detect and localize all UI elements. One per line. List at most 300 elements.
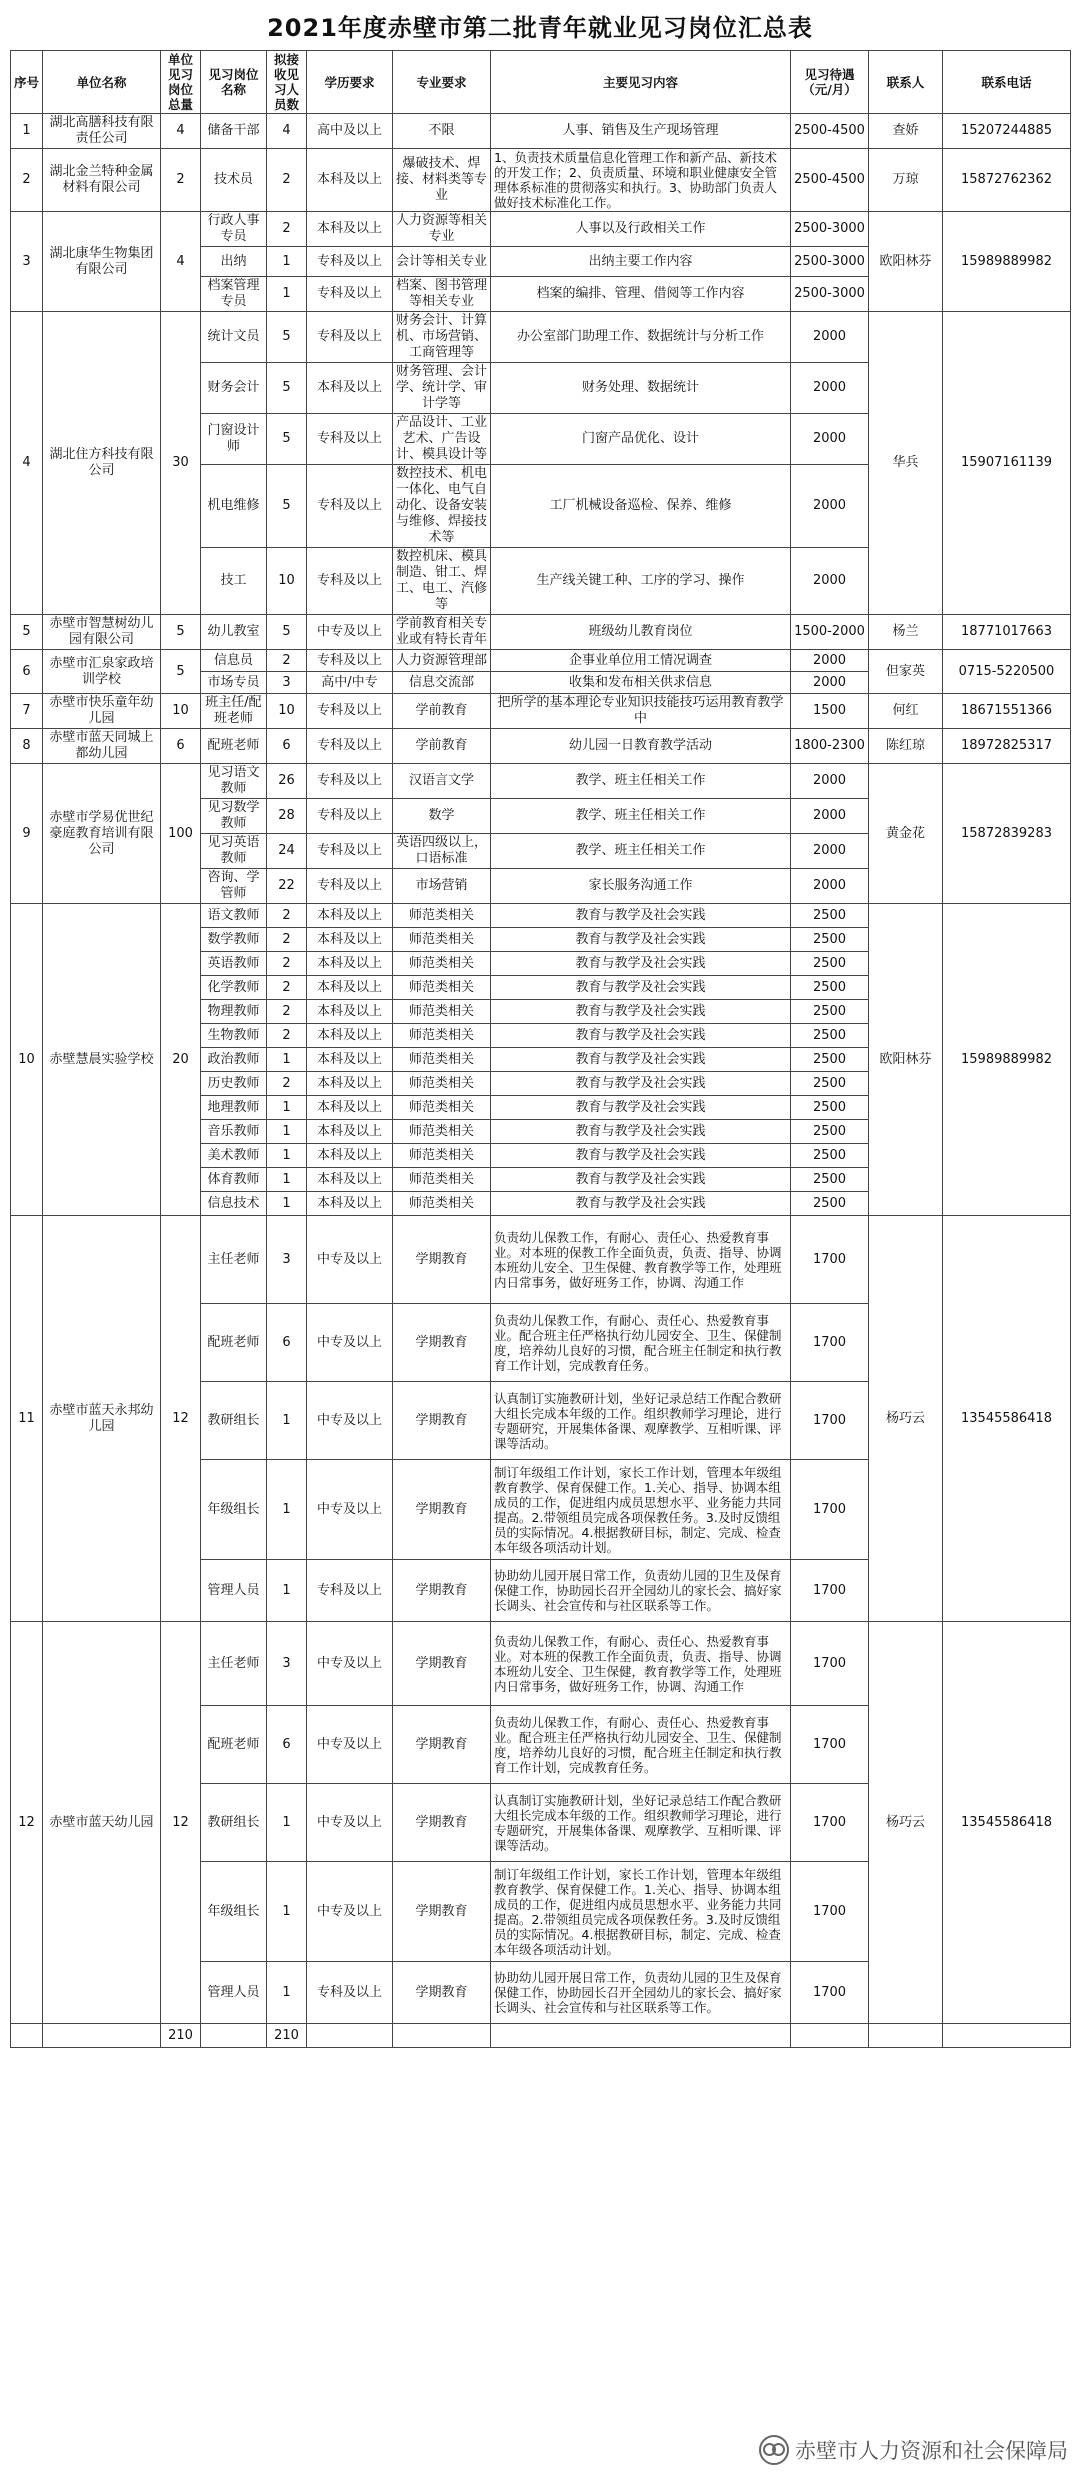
post-name: 班主任/配班老师 bbox=[201, 694, 267, 729]
contact-phone: 15989889982 bbox=[943, 904, 1071, 1216]
pay: 2500 bbox=[791, 1168, 869, 1192]
post-count: 5 bbox=[267, 465, 307, 548]
major-req: 学期教育 bbox=[393, 1560, 491, 1622]
education-req: 专科及以上 bbox=[307, 694, 393, 729]
main-content: 协助幼儿园开展日常工作，负责幼儿园的卫生及保育保健工作，协助园长召开全园幼儿的家长会、搞好家长调头、社会宣传和与社区联系等工作。 bbox=[491, 1560, 791, 1622]
header-cell: 联系电话 bbox=[943, 51, 1071, 114]
unit-name: 赤壁市蓝天同城上都幼儿园 bbox=[43, 729, 161, 764]
main-content: 教育与教学及社会实践 bbox=[491, 1168, 791, 1192]
pay: 1700 bbox=[791, 1304, 869, 1382]
header-cell: 序号 bbox=[11, 51, 43, 114]
education-req: 高中/中专 bbox=[307, 672, 393, 694]
pay: 1700 bbox=[791, 1622, 869, 1706]
row-number: 7 bbox=[11, 694, 43, 729]
post-name: 配班老师 bbox=[201, 1706, 267, 1784]
pay: 2500 bbox=[791, 1096, 869, 1120]
post-name: 咨询、学管师 bbox=[201, 869, 267, 904]
post-name: 化学教师 bbox=[201, 976, 267, 1000]
major-req: 学期教育 bbox=[393, 1460, 491, 1560]
major-req: 汉语言文学 bbox=[393, 764, 491, 799]
pay: 2500 bbox=[791, 976, 869, 1000]
main-content: 教育与教学及社会实践 bbox=[491, 1000, 791, 1024]
education-req: 专科及以上 bbox=[307, 869, 393, 904]
unit-total: 12 bbox=[161, 1622, 201, 2024]
unit-total: 20 bbox=[161, 904, 201, 1216]
post-count: 10 bbox=[267, 548, 307, 615]
unit-total: 5 bbox=[161, 650, 201, 694]
table-row bbox=[11, 312, 1071, 363]
major-req: 师范类相关 bbox=[393, 1144, 491, 1168]
major-req: 学前教育 bbox=[393, 694, 491, 729]
major-req: 不限 bbox=[393, 114, 491, 149]
post-name: 政治教师 bbox=[201, 1048, 267, 1072]
education-req: 专科及以上 bbox=[307, 414, 393, 465]
post-count: 1 bbox=[267, 1784, 307, 1862]
education-req: 中专及以上 bbox=[307, 1382, 393, 1460]
post-name: 生物教师 bbox=[201, 1024, 267, 1048]
post-name: 配班老师 bbox=[201, 729, 267, 764]
major-req: 师范类相关 bbox=[393, 1048, 491, 1072]
main-content: 协助幼儿园开展日常工作，负责幼儿园的卫生及保育保健工作，协助园长召开全园幼儿的家长会、搞好家长调头、社会宣传和与社区联系等工作。 bbox=[491, 1962, 791, 2024]
contact-person: 华兵 bbox=[869, 312, 943, 615]
education-req: 本科及以上 bbox=[307, 363, 393, 414]
post-count: 2 bbox=[267, 1000, 307, 1024]
post-name: 技工 bbox=[201, 548, 267, 615]
post-count: 10 bbox=[267, 694, 307, 729]
row-number: 8 bbox=[11, 729, 43, 764]
main-content: 教育与教学及社会实践 bbox=[491, 904, 791, 928]
row-number: 5 bbox=[11, 615, 43, 650]
pay: 2000 bbox=[791, 834, 869, 869]
post-count: 1 bbox=[267, 1962, 307, 2024]
unit-total: 10 bbox=[161, 694, 201, 729]
header-cell: 专业要求 bbox=[393, 51, 491, 114]
main-content: 办公室部门助理工作、数据统计与分析工作 bbox=[491, 312, 791, 363]
post-count: 1 bbox=[267, 1460, 307, 1560]
post-count: 3 bbox=[267, 1622, 307, 1706]
main-content: 家长服务沟通工作 bbox=[491, 869, 791, 904]
contact-person: 杨巧云 bbox=[869, 1216, 943, 1622]
major-req: 师范类相关 bbox=[393, 1000, 491, 1024]
education-req: 本科及以上 bbox=[307, 952, 393, 976]
unit-name: 湖北康华生物集团有限公司 bbox=[43, 212, 161, 312]
post-count: 1 bbox=[267, 1096, 307, 1120]
main-content: 教学、班主任相关工作 bbox=[491, 834, 791, 869]
post-name: 档案管理专员 bbox=[201, 277, 267, 312]
row-number: 11 bbox=[11, 1216, 43, 1622]
main-content: 门窗产品优化、设计 bbox=[491, 414, 791, 465]
post-count: 2 bbox=[267, 904, 307, 928]
post-name: 见习语文教师 bbox=[201, 764, 267, 799]
post-name: 教研组长 bbox=[201, 1382, 267, 1460]
major-req: 师范类相关 bbox=[393, 976, 491, 1000]
header-cell: 见习岗位名称 bbox=[201, 51, 267, 114]
post-name: 市场专员 bbox=[201, 672, 267, 694]
post-count: 6 bbox=[267, 1706, 307, 1784]
contact-phone: 18771017663 bbox=[943, 615, 1071, 650]
major-req: 英语四级以上，口语标准 bbox=[393, 834, 491, 869]
education-req: 本科及以上 bbox=[307, 976, 393, 1000]
pay: 2500 bbox=[791, 952, 869, 976]
education-req: 本科及以上 bbox=[307, 928, 393, 952]
table-row bbox=[11, 904, 1071, 928]
education-req: 专科及以上 bbox=[307, 247, 393, 277]
post-count: 1 bbox=[267, 1192, 307, 1216]
main-content: 班级幼儿教育岗位 bbox=[491, 615, 791, 650]
post-count: 2 bbox=[267, 952, 307, 976]
contact-person: 杨巧云 bbox=[869, 1622, 943, 2024]
main-content: 负责幼儿保教工作，有耐心、责任心、热爱教育事业。对本班的保教工作全面负责，负责、指导、协调本班幼儿安全、卫生保健、教育教学等工作，处理班内日常事务，做好班务工作，协调、沟通工作 bbox=[491, 1216, 791, 1304]
post-name: 财务会计 bbox=[201, 363, 267, 414]
row-number: 12 bbox=[11, 1622, 43, 2024]
main-content: 人事、销售及生产现场管理 bbox=[491, 114, 791, 149]
major-req: 数控技术、机电一体化、电气自动化、设备安装与维修、焊接技术等 bbox=[393, 465, 491, 548]
row-number: 6 bbox=[11, 650, 43, 694]
pay: 2500-4500 bbox=[791, 114, 869, 149]
education-req: 专科及以上 bbox=[307, 799, 393, 834]
main-content: 出纳主要工作内容 bbox=[491, 247, 791, 277]
post-count: 5 bbox=[267, 414, 307, 465]
major-req: 学期教育 bbox=[393, 1304, 491, 1382]
post-count: 22 bbox=[267, 869, 307, 904]
major-req: 财务会计、计算机、市场营销、工商管理等 bbox=[393, 312, 491, 363]
education-req: 本科及以上 bbox=[307, 149, 393, 212]
post-name: 门窗设计师 bbox=[201, 414, 267, 465]
row-number: 9 bbox=[11, 764, 43, 904]
unit-name: 赤壁市快乐童年幼儿园 bbox=[43, 694, 161, 729]
pay: 2500-4500 bbox=[791, 149, 869, 212]
education-req: 本科及以上 bbox=[307, 1168, 393, 1192]
education-req: 本科及以上 bbox=[307, 1072, 393, 1096]
pay: 2500 bbox=[791, 1024, 869, 1048]
table-row bbox=[11, 114, 1071, 149]
main-content: 教育与教学及社会实践 bbox=[491, 1144, 791, 1168]
totals-row bbox=[11, 2024, 1071, 2048]
watermark-text: 赤壁市人力资源和社会保障局 bbox=[795, 2439, 1068, 2463]
education-req: 本科及以上 bbox=[307, 904, 393, 928]
contact-person: 万琼 bbox=[869, 149, 943, 212]
pay: 1700 bbox=[791, 1216, 869, 1304]
pay: 1800-2300 bbox=[791, 729, 869, 764]
row-number: 1 bbox=[11, 114, 43, 149]
post-count: 1 bbox=[267, 1560, 307, 1622]
pay: 1700 bbox=[791, 1706, 869, 1784]
post-count: 28 bbox=[267, 799, 307, 834]
pay: 2500 bbox=[791, 928, 869, 952]
major-req: 产品设计、工业艺术、广告设计、模具设计等 bbox=[393, 414, 491, 465]
pay: 1500 bbox=[791, 694, 869, 729]
post-name: 物理教师 bbox=[201, 1000, 267, 1024]
major-req: 学期教育 bbox=[393, 1862, 491, 1962]
major-req: 数学 bbox=[393, 799, 491, 834]
post-count: 26 bbox=[267, 764, 307, 799]
unit-name: 赤壁市智慧树幼儿园有限公司 bbox=[43, 615, 161, 650]
post-name: 美术教师 bbox=[201, 1144, 267, 1168]
education-req: 专科及以上 bbox=[307, 650, 393, 672]
major-req: 学前教育 bbox=[393, 729, 491, 764]
unit-name: 湖北住方科技有限公司 bbox=[43, 312, 161, 615]
post-count: 3 bbox=[267, 1216, 307, 1304]
post-name: 英语教师 bbox=[201, 952, 267, 976]
education-req: 中专及以上 bbox=[307, 1862, 393, 1962]
post-name: 数学教师 bbox=[201, 928, 267, 952]
major-req: 师范类相关 bbox=[393, 1072, 491, 1096]
header-cell: 拟接收见习人员数 bbox=[267, 51, 307, 114]
contact-phone: 15907161139 bbox=[943, 312, 1071, 615]
post-name: 见习数学教师 bbox=[201, 799, 267, 834]
education-req: 中专及以上 bbox=[307, 1304, 393, 1382]
post-name: 见习英语教师 bbox=[201, 834, 267, 869]
major-req: 师范类相关 bbox=[393, 1168, 491, 1192]
header-row bbox=[11, 51, 1071, 114]
post-name: 地理教师 bbox=[201, 1096, 267, 1120]
main-content: 生产线关键工种、工序的学习、操作 bbox=[491, 548, 791, 615]
post-name: 管理人员 bbox=[201, 1962, 267, 2024]
pay: 2500 bbox=[791, 904, 869, 928]
post-count: 2 bbox=[267, 1072, 307, 1096]
pay: 1700 bbox=[791, 1560, 869, 1622]
post-name: 行政人事专员 bbox=[201, 212, 267, 247]
contact-person: 但家英 bbox=[869, 650, 943, 694]
pay: 2500-3000 bbox=[791, 212, 869, 247]
unit-total: 6 bbox=[161, 729, 201, 764]
post-name: 年级组长 bbox=[201, 1460, 267, 1560]
major-req: 学期教育 bbox=[393, 1706, 491, 1784]
post-count: 5 bbox=[267, 615, 307, 650]
row-number: 2 bbox=[11, 149, 43, 212]
post-name: 教研组长 bbox=[201, 1784, 267, 1862]
post-name: 机电维修 bbox=[201, 465, 267, 548]
post-name: 语文教师 bbox=[201, 904, 267, 928]
pay: 2000 bbox=[791, 869, 869, 904]
table-row bbox=[11, 764, 1071, 799]
education-req: 本科及以上 bbox=[307, 1120, 393, 1144]
pay: 2000 bbox=[791, 363, 869, 414]
education-req: 高中及以上 bbox=[307, 114, 393, 149]
major-req: 学期教育 bbox=[393, 1962, 491, 2024]
grand-total-people: 210 bbox=[267, 2024, 307, 2048]
pay: 2000 bbox=[791, 799, 869, 834]
main-content: 把所学的基本理论专业知识技能技巧运用教育教学中 bbox=[491, 694, 791, 729]
post-count: 2 bbox=[267, 650, 307, 672]
unit-name: 赤壁市蓝天永邦幼儿园 bbox=[43, 1216, 161, 1622]
table-row bbox=[11, 650, 1071, 672]
pay: 2500 bbox=[791, 1072, 869, 1096]
main-content: 教育与教学及社会实践 bbox=[491, 1192, 791, 1216]
major-req: 人力资源等相关专业 bbox=[393, 212, 491, 247]
table-row bbox=[11, 615, 1071, 650]
post-count: 1 bbox=[267, 1168, 307, 1192]
unit-name: 湖北金兰特种金属材料有限公司 bbox=[43, 149, 161, 212]
education-req: 中专及以上 bbox=[307, 1216, 393, 1304]
grand-total-posts: 210 bbox=[161, 2024, 201, 2048]
major-req: 学前教育相关专业或有特长青年 bbox=[393, 615, 491, 650]
contact-person: 欧阳林芬 bbox=[869, 904, 943, 1216]
pay: 2000 bbox=[791, 672, 869, 694]
major-req: 学期教育 bbox=[393, 1784, 491, 1862]
pay: 2500 bbox=[791, 1120, 869, 1144]
education-req: 中专及以上 bbox=[307, 1460, 393, 1560]
main-content: 教育与教学及社会实践 bbox=[491, 1048, 791, 1072]
header-cell: 见习待遇（元/月） bbox=[791, 51, 869, 114]
major-req: 学期教育 bbox=[393, 1622, 491, 1706]
major-req: 数控机床、模具制造、钳工、焊工、电工、汽修等 bbox=[393, 548, 491, 615]
main-content: 1、负责技术质量信息化管理工作和新产品、新技术的开发工作；2、负责质量、环境和职业健康安全管理体系标准的贯彻落实和执行。3、协助部门负责人做好技术标准化工作。 bbox=[491, 149, 791, 212]
table-row bbox=[11, 1622, 1071, 1706]
education-req: 中专及以上 bbox=[307, 615, 393, 650]
unit-total: 12 bbox=[161, 1216, 201, 1622]
post-count: 1 bbox=[267, 247, 307, 277]
row-number: 4 bbox=[11, 312, 43, 615]
post-count: 1 bbox=[267, 1048, 307, 1072]
contact-person: 查娇 bbox=[869, 114, 943, 149]
education-req: 本科及以上 bbox=[307, 212, 393, 247]
pay: 2500 bbox=[791, 1048, 869, 1072]
main-content: 负责幼儿保教工作，有耐心、责任心、热爱教育事业。配合班主任严格执行幼儿园安全、卫生、保健制度，培养幼儿良好的习惯，配合班主任制定和执行教育工作计划，完成教育任务。 bbox=[491, 1706, 791, 1784]
post-count: 5 bbox=[267, 363, 307, 414]
main-content: 工厂机械设备巡检、保养、维修 bbox=[491, 465, 791, 548]
major-req: 财务管理、会计学、统计学、审计学等 bbox=[393, 363, 491, 414]
major-req: 师范类相关 bbox=[393, 1192, 491, 1216]
post-count: 1 bbox=[267, 1144, 307, 1168]
post-name: 技术员 bbox=[201, 149, 267, 212]
main-content: 企事业单位用工情况调查 bbox=[491, 650, 791, 672]
main-content: 制订年级组工作计划，家长工作计划，管理本年级组教育教学、保育保健工作。1.关心、指导、协调本组成员的工作，促进组内成员思想水平、业务能力共同提高。2.带领组员完成各项保教任务。3.及时反馈组员的实际情况。4.根据教研目标，制定、完成、检查本年级各项活动计划。 bbox=[491, 1460, 791, 1560]
post-count: 3 bbox=[267, 672, 307, 694]
major-req: 学期教育 bbox=[393, 1216, 491, 1304]
table-row bbox=[11, 729, 1071, 764]
unit-total: 5 bbox=[161, 615, 201, 650]
contact-phone: 15872839283 bbox=[943, 764, 1071, 904]
page-title: 2021年度赤壁市第二批青年就业见习岗位汇总表 bbox=[267, 14, 813, 42]
unit-name: 赤壁慧晨实验学校 bbox=[43, 904, 161, 1216]
row-number: 10 bbox=[11, 904, 43, 1216]
contact-person: 何红 bbox=[869, 694, 943, 729]
post-count: 24 bbox=[267, 834, 307, 869]
education-req: 专科及以上 bbox=[307, 834, 393, 869]
pay: 1700 bbox=[791, 1962, 869, 2024]
pay: 2000 bbox=[791, 650, 869, 672]
header-cell: 主要见习内容 bbox=[491, 51, 791, 114]
education-req: 专科及以上 bbox=[307, 277, 393, 312]
post-name: 配班老师 bbox=[201, 1304, 267, 1382]
major-req: 学期教育 bbox=[393, 1382, 491, 1460]
contact-phone: 15872762362 bbox=[943, 149, 1071, 212]
pay: 1700 bbox=[791, 1784, 869, 1862]
post-count: 5 bbox=[267, 312, 307, 363]
pay: 1700 bbox=[791, 1862, 869, 1962]
major-req: 师范类相关 bbox=[393, 904, 491, 928]
contact-phone: 15989889982 bbox=[943, 212, 1071, 312]
pay: 1500-2000 bbox=[791, 615, 869, 650]
unit-total: 30 bbox=[161, 312, 201, 615]
post-name: 信息技术 bbox=[201, 1192, 267, 1216]
post-name: 主任老师 bbox=[201, 1622, 267, 1706]
contact-phone: 15207244885 bbox=[943, 114, 1071, 149]
post-count: 2 bbox=[267, 1024, 307, 1048]
main-content: 制订年级组工作计划，家长工作计划，管理本年级组教育教学、保育保健工作。1.关心、指导、协调本组成员的工作，促进组内成员思想水平、业务能力共同提高。2.带领组员完成各项保教任务。3.及时反馈组员的实际情况。4.根据教研目标，制定、完成、检查本年级各项活动计划。 bbox=[491, 1862, 791, 1962]
contact-phone: 18671551366 bbox=[943, 694, 1071, 729]
education-req: 本科及以上 bbox=[307, 1096, 393, 1120]
table-row bbox=[11, 212, 1071, 247]
contact-phone: 13545586418 bbox=[943, 1622, 1071, 2024]
wechat-icon bbox=[759, 2435, 789, 2465]
post-count: 2 bbox=[267, 976, 307, 1000]
unit-total: 100 bbox=[161, 764, 201, 904]
unit-name: 赤壁市学易优世纪豪庭教育培训有限公司 bbox=[43, 764, 161, 904]
major-req: 师范类相关 bbox=[393, 1024, 491, 1048]
education-req: 专科及以上 bbox=[307, 1560, 393, 1622]
contact-person: 陈红琼 bbox=[869, 729, 943, 764]
post-count: 1 bbox=[267, 277, 307, 312]
main-content: 负责幼儿保教工作，有耐心、责任心、热爱教育事业。对本班的保教工作全面负责，负责、指导、协调本班幼儿安全、卫生保健，教育教学等工作，处理班内日常事务，做好班务工作，协调、沟通工作 bbox=[491, 1622, 791, 1706]
major-req: 市场营销 bbox=[393, 869, 491, 904]
pay: 1700 bbox=[791, 1382, 869, 1460]
education-req: 本科及以上 bbox=[307, 1024, 393, 1048]
main-content: 教育与教学及社会实践 bbox=[491, 1024, 791, 1048]
pay: 2000 bbox=[791, 548, 869, 615]
main-content: 收集和发布相关供求信息 bbox=[491, 672, 791, 694]
main-content: 教育与教学及社会实践 bbox=[491, 1120, 791, 1144]
post-name: 音乐教师 bbox=[201, 1120, 267, 1144]
pay: 2500 bbox=[791, 1144, 869, 1168]
post-name: 储备干部 bbox=[201, 114, 267, 149]
contact-person: 黄金花 bbox=[869, 764, 943, 904]
header-cell: 单位名称 bbox=[43, 51, 161, 114]
unit-total: 2 bbox=[161, 149, 201, 212]
main-content: 财务处理、数据统计 bbox=[491, 363, 791, 414]
main-content: 档案的编排、管理、借阅等工作内容 bbox=[491, 277, 791, 312]
unit-total: 4 bbox=[161, 212, 201, 312]
major-req: 师范类相关 bbox=[393, 952, 491, 976]
post-name: 幼儿教室 bbox=[201, 615, 267, 650]
education-req: 专科及以上 bbox=[307, 312, 393, 363]
contact-phone: 13545586418 bbox=[943, 1216, 1071, 1622]
main-content: 教育与教学及社会实践 bbox=[491, 1096, 791, 1120]
table-row bbox=[11, 149, 1071, 212]
major-req: 会计等相关专业 bbox=[393, 247, 491, 277]
post-count: 2 bbox=[267, 212, 307, 247]
contact-person: 欧阳林芬 bbox=[869, 212, 943, 312]
pay: 2500-3000 bbox=[791, 277, 869, 312]
main-content: 认真制订实施教研计划，坐好记录总结工作配合教研大组长完成本年级的工作。组织教师学习理论，进行专题研究，开展集体备课、观摩教学、互相听课、评课等活动。 bbox=[491, 1382, 791, 1460]
education-req: 中专及以上 bbox=[307, 1784, 393, 1862]
unit-name: 赤壁市蓝天幼儿园 bbox=[43, 1622, 161, 2024]
pay: 2500 bbox=[791, 1000, 869, 1024]
education-req: 专科及以上 bbox=[307, 1962, 393, 2024]
post-name: 年级组长 bbox=[201, 1862, 267, 1962]
pay: 2500 bbox=[791, 1192, 869, 1216]
education-req: 本科及以上 bbox=[307, 1144, 393, 1168]
pay: 2000 bbox=[791, 414, 869, 465]
major-req: 档案、图书管理等相关专业 bbox=[393, 277, 491, 312]
contact-person: 杨兰 bbox=[869, 615, 943, 650]
post-count: 6 bbox=[267, 1304, 307, 1382]
education-req: 专科及以上 bbox=[307, 465, 393, 548]
major-req: 师范类相关 bbox=[393, 1096, 491, 1120]
major-req: 信息交流部 bbox=[393, 672, 491, 694]
education-req: 本科及以上 bbox=[307, 1000, 393, 1024]
main-content: 教学、班主任相关工作 bbox=[491, 764, 791, 799]
education-req: 中专及以上 bbox=[307, 1622, 393, 1706]
post-name: 主任老师 bbox=[201, 1216, 267, 1304]
education-req: 专科及以上 bbox=[307, 729, 393, 764]
education-req: 本科及以上 bbox=[307, 1192, 393, 1216]
major-req: 人力资源管理部 bbox=[393, 650, 491, 672]
post-count: 1 bbox=[267, 1862, 307, 1962]
post-name: 统计文员 bbox=[201, 312, 267, 363]
main-content: 人事以及行政相关工作 bbox=[491, 212, 791, 247]
